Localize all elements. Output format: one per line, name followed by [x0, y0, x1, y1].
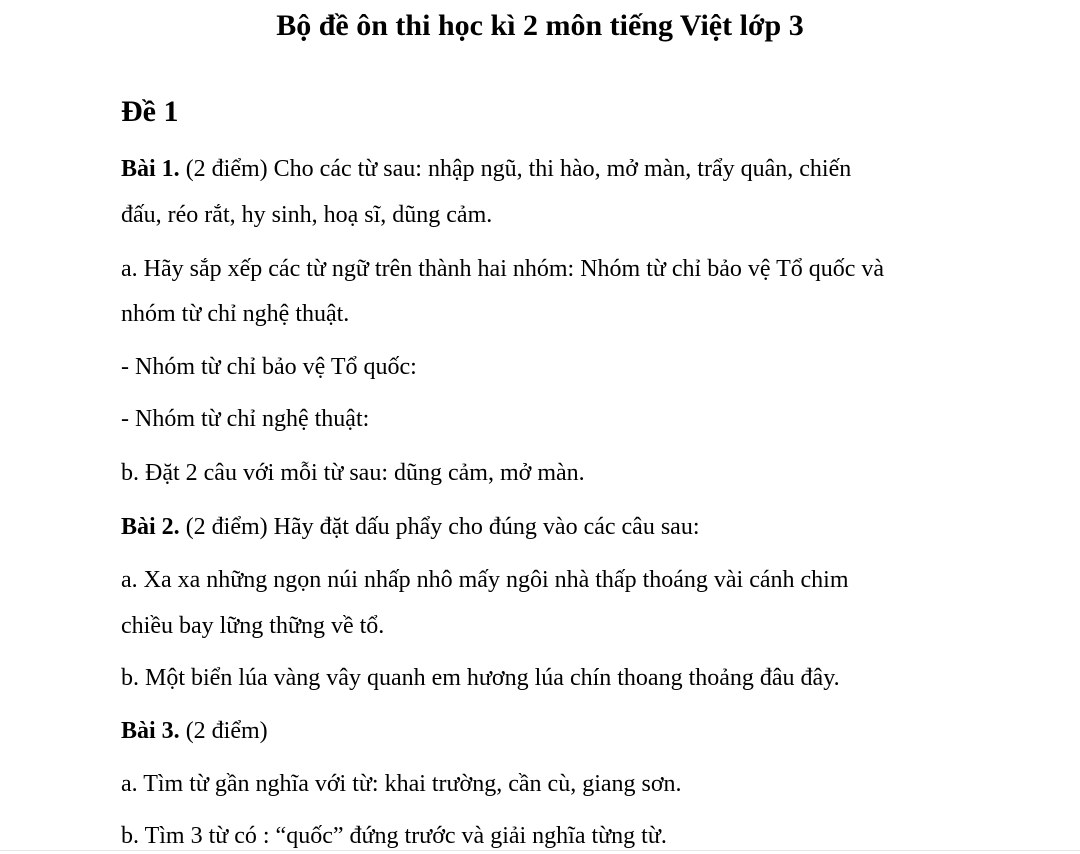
- exercise3-part-a: a. Tìm từ gần nghĩa với từ: khai trường, cần cù, giang sơn.: [121, 771, 682, 797]
- exercise1-part-a-line2: nhóm từ chỉ nghệ thuật.: [121, 301, 350, 327]
- exercise2-intro: [121, 511, 700, 543]
- exercise1-part-b: b. Đặt 2 câu với mỗi từ sau: dũng cảm, mở màn.: [121, 460, 585, 486]
- exercise3-label: Bài 3.: [121, 718, 180, 744]
- exercise2-label: Bài 2.: [121, 514, 180, 540]
- exercise3-part-b: b. Tìm 3 từ có : “quốc” đứng trước và giải nghĩa từng từ.: [121, 823, 667, 849]
- exercise2-part-a-line2: chiều bay lững thững về tổ.: [121, 613, 385, 639]
- exercise1-group1: - Nhóm từ chỉ bảo vệ Tổ quốc:: [121, 354, 417, 380]
- exercise1-part-a-line1: a. Hãy sắp xếp các từ ngữ trên thành hai nhóm: Nhóm từ chỉ bảo vệ Tổ quốc và: [121, 256, 885, 282]
- exercise2-part-b: b. Một biển lúa vàng vây quanh em hương lúa chín thoang thoảng đâu đây.: [121, 665, 840, 691]
- exercise1-intro-line2: đấu, réo rắt, hy sinh, hoạ sĩ, dũng cảm.: [121, 202, 493, 228]
- exercise2-intro-text: (2 điểm) Hãy đặt dấu phẩy cho đúng vào các câu sau:: [179, 514, 700, 540]
- exercise2-part-a-line1: a. Xa xa những ngọn núi nhấp nhô mấy ngôi nhà thấp thoáng vài cánh chim: [121, 567, 849, 593]
- exercise1-group2: - Nhóm từ chỉ nghệ thuật:: [121, 406, 370, 432]
- section-heading: Đề 1: [121, 95, 179, 128]
- exercise1-intro-line1: [121, 153, 851, 185]
- exercise1-intro-text: (2 điểm) Cho các từ sau: nhập ngũ, thi hào, mở màn, trẩy quân, chiến: [179, 156, 852, 182]
- exercise3-intro: [121, 715, 268, 747]
- page-bottom-divider: [0, 850, 1080, 851]
- document-title: Bộ đề ôn thi học kì 2 môn tiếng Việt lớp 3: [276, 9, 804, 42]
- exercise3-intro-text: (2 điểm): [179, 718, 268, 744]
- exercise1-label: Bài 1.: [121, 156, 180, 182]
